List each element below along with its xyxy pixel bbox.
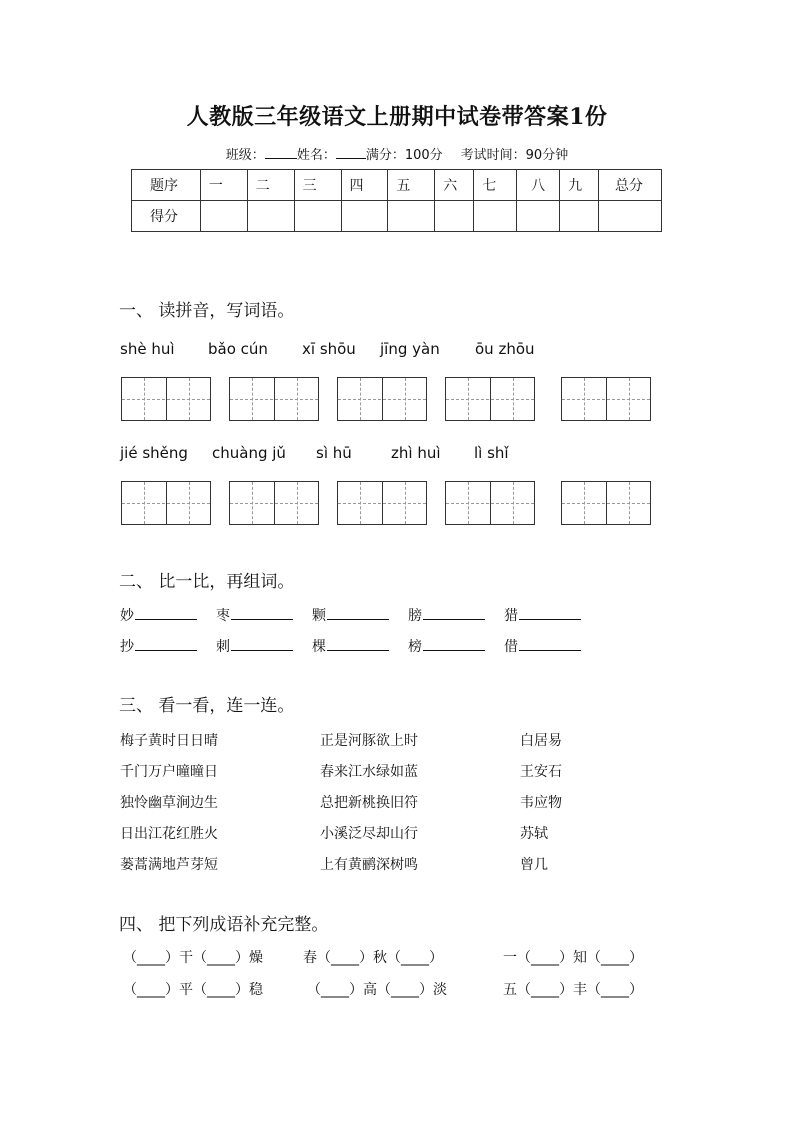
poem-line[interactable]: 日出江花红胜火 (120, 826, 218, 842)
exam-time: 考试时间：90分钟 (460, 148, 569, 163)
poem-line[interactable]: 梅子黄时日日晴 (120, 733, 218, 749)
character: 妙 (120, 608, 134, 624)
writing-grid[interactable] (445, 377, 535, 421)
score-cell[interactable] (517, 201, 560, 232)
poem-line[interactable]: 独怜幽草涧边生 (120, 795, 218, 811)
writing-grid[interactable] (561, 481, 651, 525)
poet-name[interactable]: 韦应物 (520, 795, 562, 811)
poem-line[interactable]: 正是河豚欲上时 (320, 733, 418, 749)
pinyin-label: jié shěng (120, 444, 188, 462)
score-cell[interactable] (598, 201, 661, 232)
pinyin-label: bǎo cún (208, 340, 268, 358)
pinyin-row-2 (119, 444, 679, 464)
exam-info (0, 144, 794, 163)
score-cell[interactable] (474, 201, 517, 232)
compare-word[interactable] (216, 605, 293, 625)
class-label: 班级： (225, 148, 265, 163)
compare-word[interactable] (120, 605, 197, 625)
writing-grid[interactable] (337, 481, 427, 525)
compare-word[interactable] (504, 636, 581, 656)
pinyin-label: xī shōu (302, 340, 356, 358)
writing-grid[interactable] (121, 481, 211, 525)
score-header-row (132, 170, 662, 201)
compare-word[interactable] (312, 605, 389, 625)
score-cell[interactable] (388, 201, 435, 232)
writing-grid[interactable] (229, 377, 319, 421)
table-cell: 九 (560, 170, 599, 201)
compare-word[interactable] (504, 605, 581, 625)
table-cell: 得分 (132, 201, 201, 232)
poet-name[interactable]: 白居易 (520, 733, 562, 749)
table-cell: 六 (435, 170, 474, 201)
name-blank[interactable] (336, 146, 366, 159)
score-cell[interactable] (200, 201, 247, 232)
table-cell: 五 (388, 170, 435, 201)
character: 借 (504, 639, 518, 655)
idiom-blank[interactable]: 春（____）秋（____） (303, 950, 443, 966)
writing-grid[interactable] (337, 377, 427, 421)
score-cell[interactable] (560, 201, 599, 232)
writing-grid[interactable] (445, 481, 535, 525)
score-cell[interactable] (435, 201, 474, 232)
character: 颗 (312, 608, 326, 624)
table-cell: 八 (517, 170, 560, 201)
character: 刺 (216, 639, 230, 655)
score-value-row (132, 201, 662, 232)
compare-word[interactable] (216, 636, 293, 656)
pinyin-label: jīng yàn (380, 340, 440, 358)
character: 膀 (408, 608, 422, 624)
pinyin-label: ōu zhōu (475, 340, 535, 358)
table-cell: 题序 (132, 170, 201, 201)
compare-word[interactable] (120, 636, 197, 656)
compare-word[interactable] (312, 636, 389, 656)
table-cell: 三 (294, 170, 341, 201)
name-label: 姓名： (296, 148, 336, 163)
section-2-title: 二、 比一比，再组词。 (119, 572, 295, 592)
poem-line[interactable]: 蒌蒿满地芦芽短 (120, 857, 218, 873)
score-cell[interactable] (294, 201, 341, 232)
poem-line[interactable]: 小溪泛尽却山行 (320, 826, 418, 842)
class-blank[interactable] (265, 146, 297, 159)
poet-name[interactable]: 苏轼 (520, 826, 548, 842)
idiom-blank[interactable]: 五（____）丰（____） (503, 982, 643, 998)
compare-word[interactable] (408, 636, 485, 656)
idiom-blank[interactable]: （____）高（____）淡 (307, 982, 447, 998)
character: 榜 (408, 639, 422, 655)
pinyin-label: chuàng jǔ (212, 444, 286, 462)
table-cell: 四 (341, 170, 388, 201)
poem-line[interactable]: 总把新桃换旧符 (320, 795, 418, 811)
pinyin-label: lì shǐ (474, 444, 509, 462)
table-cell: 总分 (598, 170, 661, 201)
full-score: 满分：100分 (365, 148, 443, 163)
writing-grid[interactable] (229, 481, 319, 525)
idiom-blank[interactable]: （____）干（____）燥 (123, 950, 263, 966)
pinyin-label: zhì huì (391, 444, 441, 462)
section-3-title: 三、 看一看，连一连。 (119, 696, 295, 716)
character: 枣 (216, 608, 230, 624)
poet-name[interactable]: 曾几 (520, 857, 548, 873)
table-cell: 二 (247, 170, 294, 201)
poem-line[interactable]: 春来江水绿如蓝 (320, 764, 418, 780)
writing-grid[interactable] (121, 377, 211, 421)
table-cell: 七 (474, 170, 517, 201)
table-cell: 一 (200, 170, 247, 201)
page-title: 人教版三年级语文上册期中试卷带答案1份 (186, 104, 608, 130)
poem-line[interactable]: 上有黄鹂深树鸣 (320, 857, 418, 873)
poet-name[interactable]: 王安石 (520, 764, 562, 780)
pinyin-label: shè huì (120, 340, 175, 358)
idiom-blank[interactable]: （____）平（____）稳 (123, 982, 263, 998)
poem-line[interactable]: 千门万户曈曈日 (120, 764, 218, 780)
writing-grid[interactable] (561, 377, 651, 421)
pinyin-label: sì hū (316, 444, 352, 462)
section-4-title: 四、 把下列成语补充完整。 (119, 915, 329, 935)
compare-word[interactable] (408, 605, 485, 625)
score-table (131, 169, 662, 232)
section-1-title: 一、 读拼音，写词语。 (119, 301, 295, 321)
character: 抄 (120, 639, 134, 655)
character: 猎 (504, 608, 518, 624)
score-cell[interactable] (341, 201, 388, 232)
idiom-blank[interactable]: 一（____）知（____） (503, 950, 643, 966)
character: 棵 (312, 639, 326, 655)
score-cell[interactable] (247, 201, 294, 232)
pinyin-row-1 (119, 340, 679, 360)
